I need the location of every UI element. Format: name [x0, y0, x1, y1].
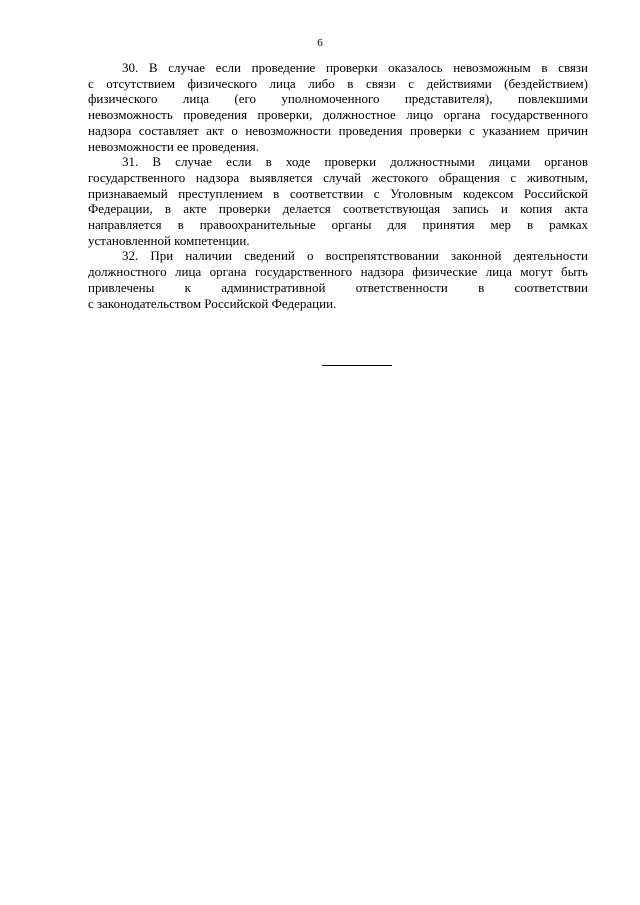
- paragraph-line: государственного надзора выявляется случай жестокого обращения с животным,: [88, 169, 588, 185]
- paragraph-line: привлечены к административной ответственности в соответствии: [88, 279, 588, 295]
- paragraph-30: [88, 60, 588, 154]
- paragraph-line: Федерации, в акте проверки делается соответствующая запись и копия акта: [88, 201, 588, 217]
- paragraph-32: [88, 248, 588, 311]
- paragraph-line: должностного лица органа государственного надзора физические лица могут быть: [88, 264, 588, 280]
- end-of-text-divider: [322, 365, 392, 366]
- paragraph-line: установленной компетенции.: [88, 232, 250, 248]
- paragraph-line: направляется в правоохранительные органы для принятия мер в рамках: [88, 217, 588, 233]
- paragraph-31: [88, 154, 588, 248]
- paragraph-line: с законодательством Российской Федерации.: [88, 295, 337, 311]
- paragraph-line: 30. В случае если проведение проверки оказалось невозможным в связи: [122, 60, 588, 75]
- paragraph-line: невозможности ее проведения.: [88, 138, 259, 154]
- paragraph-line: с отсутствием физического лица либо в связи с действиями (бездействием): [88, 75, 588, 91]
- paragraph-line: 31. В случае если в ходе проверки должностными лицами органов: [122, 154, 588, 170]
- page-number: 6: [317, 37, 323, 49]
- paragraph-line: физического лица (его уполномоченного представителя), повлекшими: [88, 91, 588, 107]
- paragraph-line: признаваемый преступлением в соответствии с Уголовным кодексом Российской: [88, 185, 588, 201]
- document-body: [88, 60, 588, 311]
- paragraph-line: 32. При наличии сведений о воспрепятствовании законной деятельности: [122, 248, 588, 264]
- paragraph-line: невозможность проведения проверки, должностное лицо органа государственного: [88, 107, 588, 123]
- paragraph-line: надзора составляет акт о невозможности проведения проверки с указанием причин: [88, 122, 588, 138]
